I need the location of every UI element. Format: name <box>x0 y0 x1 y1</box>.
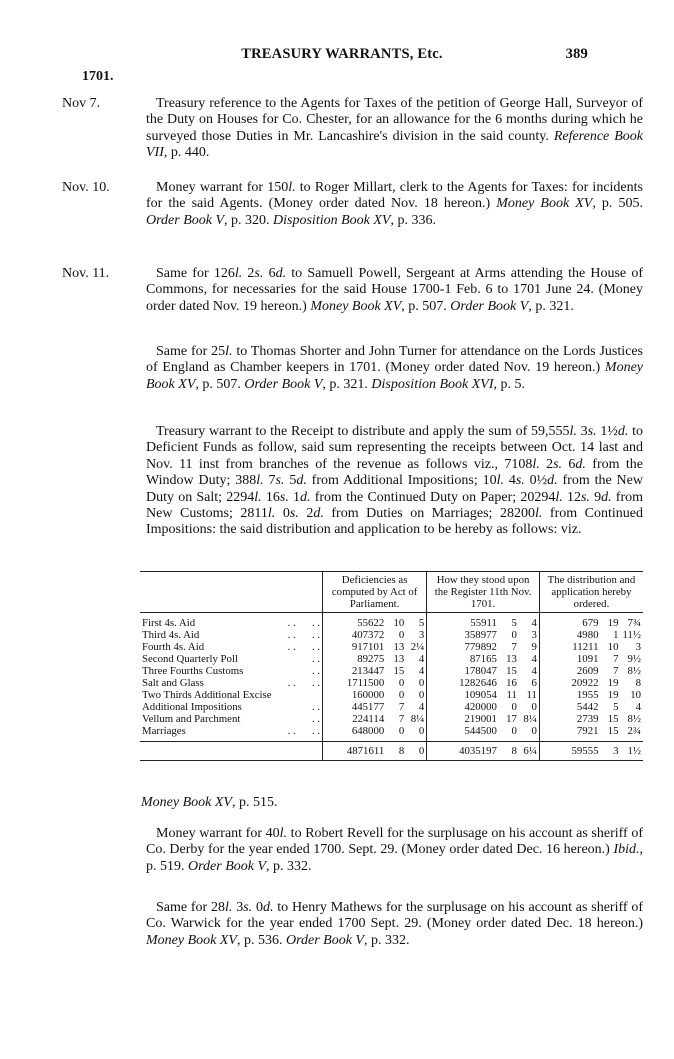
cell-c-pounds: 4980 <box>539 629 600 641</box>
entry-text: Same for 126l. 2s. 6d. to Samuell Powell, Sergeant at Arms attending the House of Commons, for necessaries for the said House 1700-1 Feb. 6 to 1701 June 24. (Money order dated Nov. 19 hereon.) Money Book XV, p. 507. Order Book V, p. 321. <box>146 266 644 314</box>
cell-b-pounds: 544500 <box>427 725 499 742</box>
cell-c-pence: 10 <box>630 689 641 701</box>
entry-text: Money warrant for 150l. to Roger Millart, clerk to the Agents for Taxes: for incidents for the said Agents. (Money order dated Nov. 18 hereon.) Money Book XV, p. 505. Order Book V, p. 320. Disposition Book XV, p. 336. <box>146 180 643 228</box>
cell-a-pounds: 648000 <box>323 725 387 742</box>
entry-text: Treasury warrant to the Receipt to distribute and apply the sum of 59,555l. 3s. 1½d. to Deficient Funds as follow, said sum representing the receipts between Oct. 14 last and Nov. 11 inst from branches of the revenue as follows viz., 7108l. 2s. 6d. from the Window Duty; 388l. 7s. 5d. from Additional Impositions; 10l. 4s. 0½d. from the New Duty on Salt; 2294l. 16s. 1d. from the Continued Duty on Paper; 20294l. 12s. 9d. from New Customs; 2811l. 0s. 2d. from Duties on Marriages; 28200l. from Continued Impositions: the said distribution and application to be hereby as follows: viz. <box>146 424 644 538</box>
cell-c-pence: 7¾ <box>627 617 641 629</box>
cell-b-shillings: 15 <box>506 665 517 677</box>
cell-a-shillings: 0 <box>398 629 405 641</box>
cell-b-pounds: 55911 <box>427 613 499 630</box>
cell-a-pounds: 160000 <box>323 689 387 701</box>
cell-c-shillings: 10 <box>607 641 619 653</box>
table-header-deficiencies: Deficiencies as computed by Act of Parliament. <box>323 572 427 613</box>
row-name <box>140 713 323 725</box>
cell-c-pounds: 1955 <box>539 689 600 701</box>
totals-label-blank <box>140 742 323 761</box>
cell-a-pence: 4 <box>418 665 425 677</box>
year-label: 1701. <box>82 69 114 84</box>
cell-b-pounds: 109054 <box>427 689 499 701</box>
cell-c-shillings: 7 <box>613 653 619 665</box>
entry-text: Same for 28l. 3s. 0d. to Henry Mathews for the surplusage on his account as sheriff of Co. Warwick for the year ended 1700 Sept. 29. (Money order dated Dec. 18 hereon.) Money Book XV, p. 536. Order Book V, p. 332. <box>146 900 644 948</box>
row-name-text: Marriages <box>142 725 186 737</box>
cell-b-pence: 11 <box>526 689 537 701</box>
cell-c-pounds: 679 <box>539 613 600 630</box>
cell-c-shillings: 15 <box>607 713 619 725</box>
cell-b-pounds: 87165 <box>427 653 499 665</box>
cell-b-shillings: 7 <box>511 641 517 653</box>
cell-c-pence: 4 <box>635 701 641 713</box>
cell-b-pence: 3 <box>531 629 537 641</box>
cell-a-pence: 0 <box>418 689 425 701</box>
entry-5 <box>146 424 643 539</box>
table-row <box>140 677 643 689</box>
row-leader-dots: . . . . <box>287 725 320 737</box>
cell-b-pence: 0 <box>531 725 537 737</box>
row-name <box>140 629 323 641</box>
cell-b-shillings: 11 <box>506 689 517 701</box>
cell-a-pounds: 55622 <box>323 613 387 630</box>
cell-a-shillings: 13 <box>393 641 405 653</box>
cell-b-pence: 9 <box>531 641 537 653</box>
total-a-pounds: 4871611 <box>323 742 387 761</box>
row-name-text: Salt and Glass <box>142 677 204 689</box>
cell-b-pounds: 219001 <box>427 713 499 725</box>
cell-b-pounds: 779892 <box>427 641 499 653</box>
table-header-distribution: The distribution and application hereby ordered. <box>539 572 643 613</box>
cell-b-shillings: 16 <box>506 677 517 689</box>
cell-a-pence: 8¼ <box>410 713 425 725</box>
cell-b-shillings: 0 <box>511 629 517 641</box>
row-leader-dots: . . . . <box>287 617 320 629</box>
cell-b-shillings: 13 <box>506 653 517 665</box>
cell-c-shillings: 19 <box>607 689 619 701</box>
table-row <box>140 653 643 665</box>
cell-c-shillings: 5 <box>613 701 619 713</box>
row-name-text: Third 4s. Aid <box>142 629 200 641</box>
total-a-pence: 0 <box>406 742 427 761</box>
row-name <box>140 613 323 630</box>
cell-b-shillings: 0 <box>511 725 517 737</box>
row-name-text: First 4s. Aid <box>142 617 196 629</box>
cell-a-pence: 3 <box>418 629 425 641</box>
table-totals-row <box>140 742 643 761</box>
total-b-pounds: 4035197 <box>427 742 499 761</box>
row-name <box>140 701 323 713</box>
entry-text: Money Book XV, p. 515. <box>141 795 278 810</box>
cell-a-shillings: 13 <box>393 653 405 665</box>
row-name-text: Three Fourths Customs <box>142 665 244 677</box>
row-name <box>140 725 323 742</box>
row-name <box>140 677 323 689</box>
cell-a-pounds: 445177 <box>323 701 387 713</box>
cell-c-pounds: 11211 <box>539 641 600 653</box>
cell-b-pounds: 358977 <box>427 629 499 641</box>
cell-a-pence: 0 <box>418 677 425 689</box>
row-name-text: Additional Impositions <box>142 701 242 713</box>
table-row <box>140 725 643 742</box>
cell-b-pence: 4 <box>531 665 537 677</box>
entry-date: Nov 7. <box>62 96 101 111</box>
entry-3 <box>62 266 644 315</box>
cell-c-pence: 2¾ <box>627 725 641 737</box>
entry-6 <box>141 795 643 811</box>
entry-1 <box>62 96 643 162</box>
cell-c-shillings: 15 <box>607 725 619 737</box>
cell-c-pounds: 2609 <box>539 665 600 677</box>
cell-b-pounds: 178047 <box>427 665 499 677</box>
entry-4 <box>146 344 643 393</box>
cell-b-shillings: 0 <box>511 701 517 713</box>
table-header-register: How they stood upon the Register 11th Nov. 1701. <box>427 572 540 613</box>
row-leader-dots: . . <box>311 701 320 713</box>
page-title: TREASURY WARRANTS, Etc. <box>241 46 443 62</box>
row-leader-dots: . . . . <box>287 677 320 689</box>
cell-c-pence: 11½ <box>622 629 641 641</box>
cell-c-pounds: 2739 <box>539 713 600 725</box>
table-row <box>140 665 643 677</box>
cell-b-pounds: 1282646 <box>427 677 499 689</box>
cell-c-pounds: 20922 <box>539 677 600 689</box>
table-row <box>140 689 643 701</box>
cell-c-pounds: 7921 <box>539 725 600 742</box>
cell-a-pence: 0 <box>418 725 425 737</box>
entry-date: Nov. 11. <box>62 266 110 281</box>
table-row <box>140 701 643 713</box>
cell-b-pence: 6 <box>531 677 537 689</box>
cell-a-pounds: 407372 <box>323 629 387 641</box>
cell-a-pence: 2¼ <box>410 641 425 653</box>
cell-a-shillings: 0 <box>398 689 405 701</box>
total-c-pounds: 59555 <box>539 742 600 761</box>
row-name-text: Fourth 4s. Aid <box>142 641 205 653</box>
row-name <box>140 689 323 701</box>
entry-8 <box>146 900 643 949</box>
cell-a-shillings: 0 <box>398 725 405 737</box>
cell-c-pence: 9½ <box>627 653 641 665</box>
page-number: 389 <box>565 46 588 62</box>
row-leader-dots: . . . . <box>287 641 320 653</box>
cell-c-pence: 8 <box>635 677 641 689</box>
row-leader-dots: . . <box>311 713 320 725</box>
entry-text: Same for 25l. to Thomas Shorter and John Turner for attendance on the Lords Justices of England as Chamber keepers in 1701. (Money order dated Nov. 19 hereon.) Money Book XV, p. 507. Order Book V, p. 321. Disposition Book XVI, p. 5. <box>146 344 643 392</box>
row-name-text: Second Quarterly Poll <box>142 653 238 665</box>
cell-c-shillings: 1 <box>613 629 619 641</box>
entry-2 <box>62 180 643 229</box>
row-name <box>140 665 323 677</box>
table-header-blank <box>140 572 323 613</box>
total-b-pence: 6¼ <box>519 742 540 761</box>
cell-a-pounds: 917101 <box>323 641 387 653</box>
entry-date: Nov. 10. <box>62 180 110 195</box>
total-c-pence: 1½ <box>621 742 644 761</box>
cell-a-pounds: 1711500 <box>323 677 387 689</box>
cell-a-shillings: 7 <box>398 701 405 713</box>
entry-text: Money warrant for 40l. to Robert Revell for the surplusage on his account as sheriff of Co. Derby for the year ended 1700. Sept. 29. (Money order dated Dec. 16 hereon.) Ibid., p. 519. Order Book V, p. 332. <box>146 826 643 874</box>
cell-b-pence: 4 <box>531 617 537 629</box>
table-row <box>140 713 643 725</box>
row-name <box>140 653 323 665</box>
cell-c-pence: 3 <box>635 641 641 653</box>
cell-c-pence: 8½ <box>627 713 641 725</box>
cell-b-shillings: 5 <box>511 617 517 629</box>
table-row <box>140 613 643 630</box>
cell-c-shillings: 19 <box>607 677 619 689</box>
cell-a-pence: 5 <box>418 617 425 629</box>
cell-b-pounds: 420000 <box>427 701 499 713</box>
row-leader-dots: . . <box>311 665 320 677</box>
cell-b-pence: 4 <box>531 653 537 665</box>
cell-a-shillings: 15 <box>393 665 405 677</box>
cell-a-shillings: 7 <box>398 713 405 725</box>
cell-c-pounds: 1091 <box>539 653 600 665</box>
cell-a-shillings: 10 <box>393 617 405 629</box>
row-leader-dots: . . <box>311 653 320 665</box>
deficient-funds-table <box>140 571 643 761</box>
row-name-text: Two Thirds Additional Excise <box>142 689 272 701</box>
cell-a-pounds: 89275 <box>323 653 387 665</box>
table-row <box>140 629 643 641</box>
total-b-shillings: 8 <box>499 742 519 761</box>
page-header <box>96 46 588 68</box>
row-leader-dots: . . . . <box>287 629 320 641</box>
table-row <box>140 641 643 653</box>
row-name-text: Vellum and Parchment <box>142 713 241 725</box>
cell-c-pounds: 5442 <box>539 701 600 713</box>
cell-a-pounds: 213447 <box>323 665 387 677</box>
entry-text: Treasury reference to the Agents for Taxes of the petition of George Hall, Surveyor of the Duty on Houses for Co. Chester, for an allowance for the 6 months during which he surveyed those Duties in Mr. Lancashire's division in the said county. Reference Book VII, p. 440. <box>146 96 643 161</box>
cell-c-pence: 8½ <box>627 665 641 677</box>
total-c-shillings: 3 <box>601 742 621 761</box>
cell-a-pence: 4 <box>418 653 425 665</box>
cell-b-pence: 8¼ <box>523 713 537 725</box>
cell-a-shillings: 0 <box>398 677 405 689</box>
cell-a-pounds: 224114 <box>323 713 387 725</box>
cell-a-pence: 4 <box>418 701 425 713</box>
row-name <box>140 641 323 653</box>
cell-b-shillings: 17 <box>506 713 517 725</box>
cell-c-shillings: 7 <box>613 665 619 677</box>
total-a-shillings: 8 <box>386 742 406 761</box>
cell-b-pence: 0 <box>531 701 537 713</box>
entry-7 <box>146 826 643 875</box>
cell-c-shillings: 19 <box>607 617 619 629</box>
